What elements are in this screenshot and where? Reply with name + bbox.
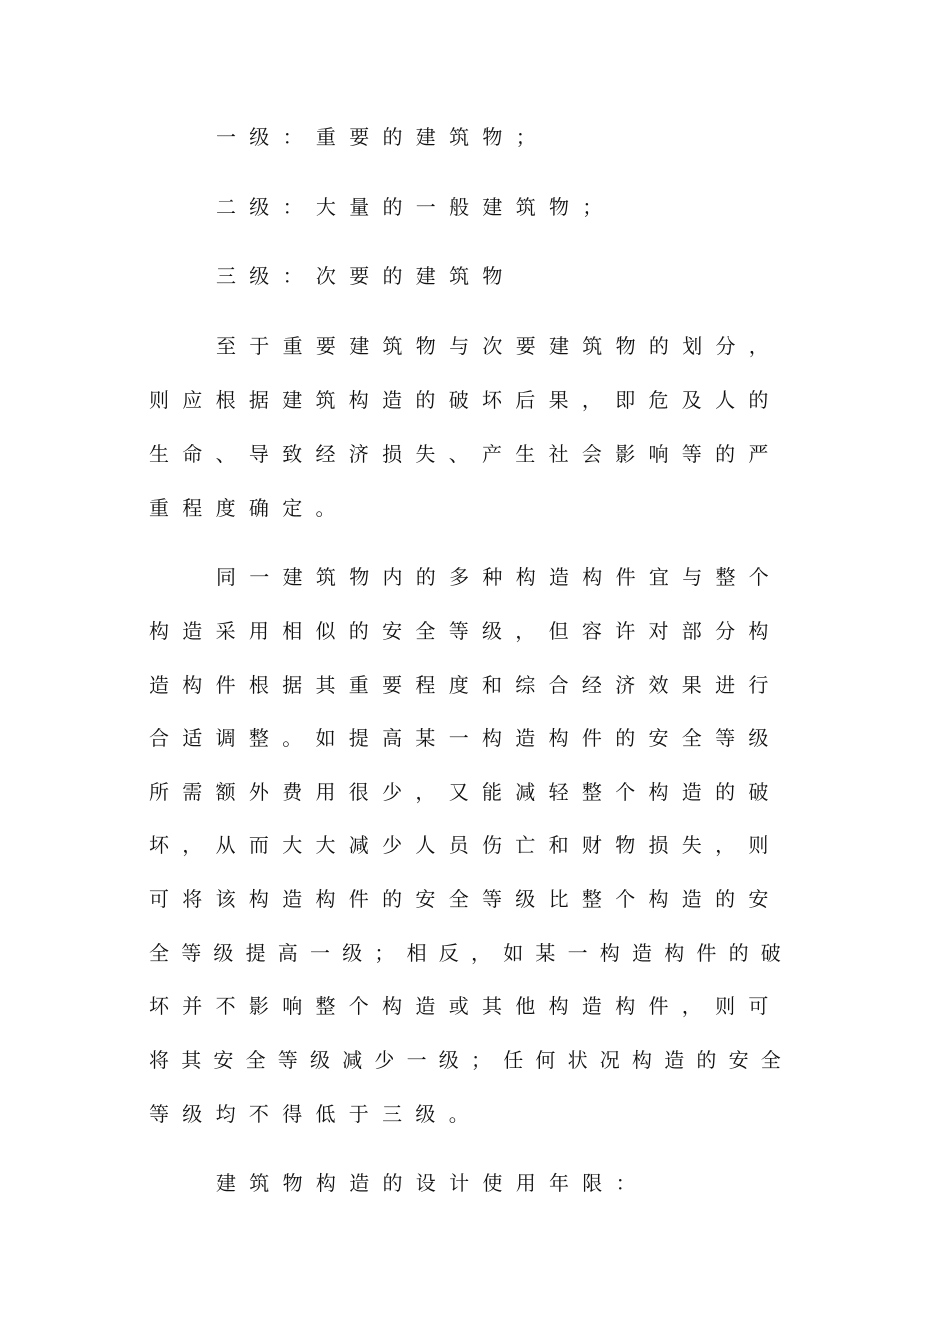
paragraph2-line-9: 坏并不影响整个构造或其他构造构件，则可 <box>149 994 782 1018</box>
section-heading: 建筑物构造的设计使用年限： <box>216 1171 649 1195</box>
grade-1-line: 一级：重要的建筑物； <box>216 125 549 149</box>
paragraph2-line-1: 同一建筑物内的多种构造构件宜与整个 <box>216 565 783 589</box>
paragraph2-line-6: 坏，从而大大减少人员伤亡和财物损失，则 <box>149 833 782 857</box>
paragraph1-line-3: 生命、导致经济损失、产生社会影响等的严 <box>149 442 782 466</box>
paragraph2-line-4: 合适调整。如提高某一构造构件的安全等级 <box>149 726 782 750</box>
paragraph2-line-7: 可将该构造构件的安全等级比整个构造的安 <box>149 887 782 911</box>
paragraph2-line-11: 等级均不得低于三级。 <box>149 1102 482 1126</box>
grade-3-line: 三级：次要的建筑物 <box>216 264 516 288</box>
paragraph2-line-10: 将其安全等级减少一级；任何状况构造的安全 <box>149 1048 793 1072</box>
paragraph2-line-5: 所需额外费用很少，又能减轻整个构造的破 <box>149 780 782 804</box>
paragraph1-line-4: 重程度确定。 <box>149 496 349 520</box>
paragraph2-line-2: 构造采用相似的安全等级，但容许对部分构 <box>149 619 782 643</box>
paragraph1-line-1: 至于重要建筑物与次要建筑物的划分， <box>216 334 783 358</box>
paragraph1-line-2: 则应根据建筑构造的破坏后果，即危及人的 <box>149 388 782 412</box>
paragraph2-line-8: 全等级提高一级；相反，如某一构造构件的破 <box>149 941 793 965</box>
paragraph2-line-3: 造构件根据其重要程度和综合经济效果进行 <box>149 673 782 697</box>
grade-2-line: 二级：大量的一般建筑物； <box>216 195 616 219</box>
